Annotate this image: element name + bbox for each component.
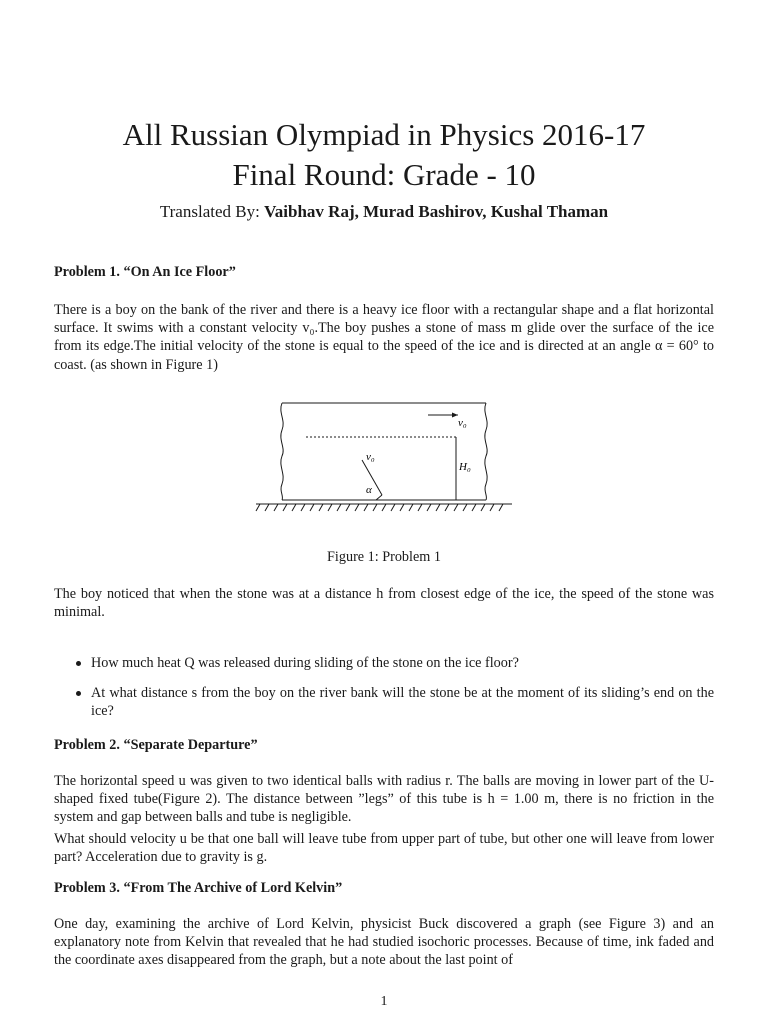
hatch-mark (427, 504, 431, 511)
hatch-mark (472, 504, 476, 511)
hatch-mark (328, 504, 332, 511)
ice-right-edge (485, 403, 487, 500)
angle-marker (376, 495, 382, 500)
translators-line (0, 200, 768, 224)
hatch-mark (337, 504, 341, 511)
hatch-mark (310, 504, 314, 511)
problem2-heading: Problem 2. “Separate Departure” (54, 737, 258, 753)
problem3-heading: Problem 3. “From The Archive of Lord Kelvin” (54, 880, 343, 896)
paper-title-line1: All Russian Olympiad in Physics 2016-17 (122, 117, 646, 152)
hatch-mark (436, 504, 440, 511)
stone-velocity-line (362, 460, 382, 495)
figure1-caption: Figure 1: Problem 1 (327, 549, 441, 565)
translators-label: Translated By: (159, 202, 260, 221)
hatch-mark (481, 504, 485, 511)
ice-left-edge (281, 403, 283, 500)
hatch-mark (256, 504, 260, 511)
hatch-mark (292, 504, 296, 511)
problem2-text2: What should velocity u be that one ball will leave tube from upper part of tube, but other one will leave from lower part? Acceleration due to gravity is g. (54, 831, 714, 866)
hatch-mark (445, 504, 449, 511)
hatch-mark (391, 504, 395, 511)
hatch-mark (265, 504, 269, 511)
problem1-intro: There is a boy on the bank of the river and there is a heavy ice floor with a rectangular shape and a flat horizontal surface. It swims with a constant velocity v₀.The boy pushes a stone of mass m glide over the surface of the ice from its edge.The initial velocity of the stone is equal to the speed of the ice and is directed at an angle α = 60° to coast. (as shown in Figure 1) (54, 302, 714, 373)
problem1-observation: The boy noticed that when the stone was at a distance h from closest edge of the ice, the speed of the stone was minimal. (54, 586, 714, 621)
hatch-mark (301, 504, 305, 511)
list-item (54, 684, 714, 720)
bullet-icon (76, 691, 81, 696)
bullet-icon (76, 661, 81, 666)
question-text: How much heat Q was released during sliding of the stone on the ice floor? (91, 655, 519, 671)
hatch-mark (364, 504, 368, 511)
label-alpha: α (366, 484, 372, 496)
hatch-mark (373, 504, 377, 511)
hatch-mark (499, 504, 503, 511)
label-v0-stone: v₀ (366, 451, 375, 463)
hatch-mark (400, 504, 404, 511)
hatch-mark (418, 504, 422, 511)
hatch-mark (346, 504, 350, 511)
problem3-text: One day, examining the archive of Lord Kelvin, physicist Buck discovered a graph (see Figure 3) and an explanatory note from Kelvin that revealed that he had studied isochoric processes. Because of time, ink faded and the coordinate axes disappeared from the graph, but a note about the last point of (54, 916, 714, 969)
river-bank-hatching (256, 504, 503, 511)
hatch-mark (463, 504, 467, 511)
hatch-mark (490, 504, 494, 511)
question-text: At what distance s from the boy on the river bank will the stone be at the moment of its sliding’s end on the ice? (91, 685, 714, 720)
page-number: 1 (380, 994, 388, 1009)
hatch-mark (283, 504, 287, 511)
paper-title-line2: Final Round: Grade - 10 (232, 157, 536, 192)
hatch-mark (355, 504, 359, 511)
hatch-mark (319, 504, 323, 511)
hatch-mark (454, 504, 458, 511)
problem2-text1: The horizontal speed u was given to two identical balls with radius r. The balls are moving in lower part of the U-shaped fixed tube(Figure 2). The distance between ”legs” of this tube is h = 1.00 m, there is no friction in the system and gap between balls and tube is negligible. (54, 773, 714, 826)
label-h0: H₀ (459, 461, 471, 473)
problem1-questions (54, 654, 714, 733)
figure1-diagram (254, 398, 514, 513)
hatch-mark (382, 504, 386, 511)
hatch-mark (409, 504, 413, 511)
hatch-mark (274, 504, 278, 511)
problem1-heading: Problem 1. “On An Ice Floor” (54, 264, 236, 280)
translators-names: Vaibhav Raj, Murad Bashirov, Kushal Thaman (264, 202, 609, 221)
label-v0-top: v₀ (458, 417, 467, 429)
list-item (54, 654, 714, 672)
